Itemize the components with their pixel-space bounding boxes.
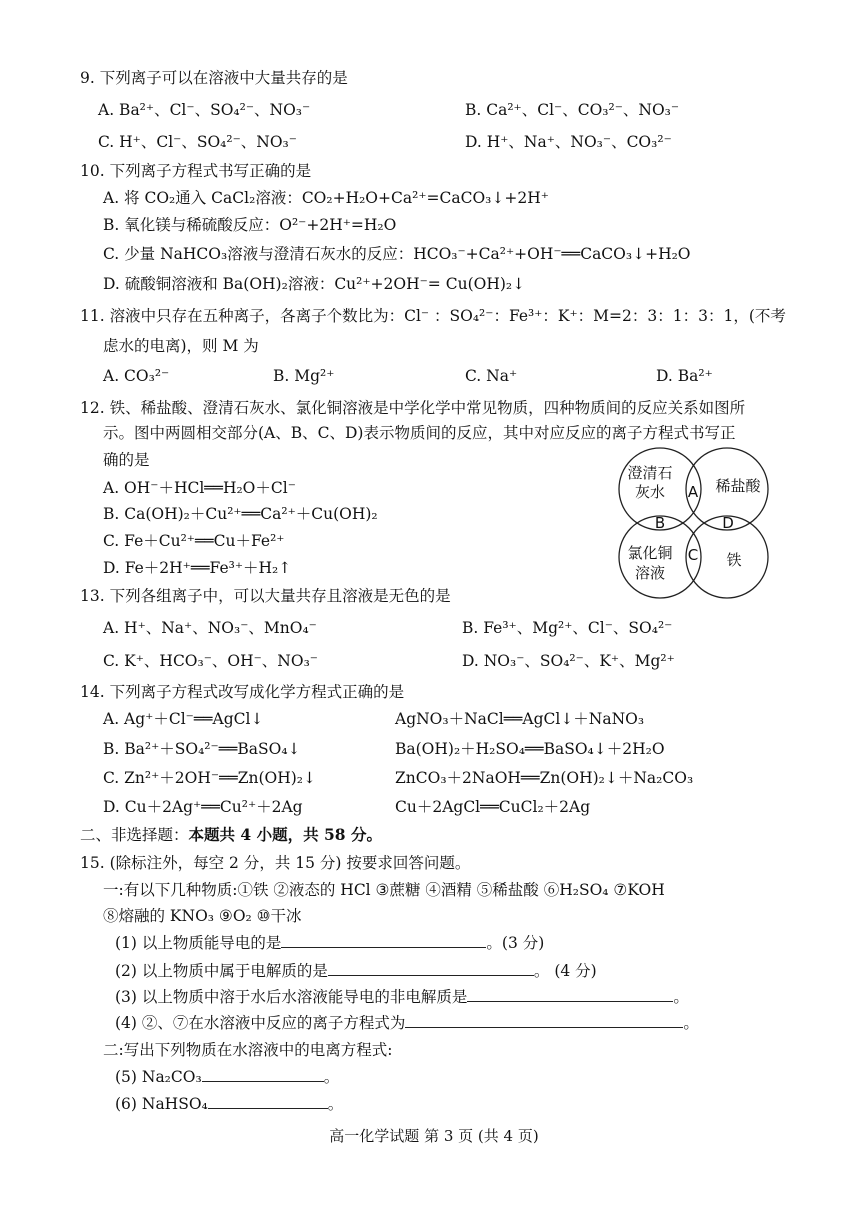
q15-sub5-text: (5) Na₂CO₃ xyxy=(115,1068,202,1086)
label-copper-chloride-1: 氯化铜 xyxy=(627,544,673,562)
q15-sub3-answer-blank[interactable] xyxy=(467,987,673,1002)
section-two-prefix: 二、非选择题： xyxy=(80,826,189,844)
q15-sub5-end: 。 xyxy=(323,1068,340,1086)
q15-part2-heading: 二:写出下列物质在水溶液中的电离方程式: xyxy=(103,1041,393,1059)
q12-option-a: A. OH⁻＋HCl══H₂O＋Cl⁻ xyxy=(103,479,296,497)
page-footer: 高一化学试题 第 3 页 (共 4 页) xyxy=(329,1127,539,1145)
q12-option-b: B. Ca(OH)₂＋Cu²⁺══Ca²⁺＋Cu(OH)₂ xyxy=(103,505,378,523)
q14-option-b-ionic: B. Ba²⁺＋SO₄²⁻══BaSO₄↓ xyxy=(103,740,301,758)
q12-stem-line1: 12. 铁、稀盐酸、澄清石灰水、氯化铜溶液是中学化学中常见物质，四种物质间的反应关系如图所 xyxy=(80,399,746,417)
label-hydrochloric-acid: 稀盐酸 xyxy=(715,477,761,495)
q13-option-c: C. K⁺、HCO₃⁻、OH⁻、NO₃⁻ xyxy=(103,652,318,670)
q9-option-d: D. H⁺、Na⁺、NO₃⁻、CO₃²⁻ xyxy=(465,133,672,151)
q13-option-d: D. NO₃⁻、SO₄²⁻、K⁺、Mg²⁺ xyxy=(462,652,675,670)
q12-option-c: C. Fe＋Cu²⁺══Cu＋Fe²⁺ xyxy=(103,532,285,550)
label-lime-water-2: 灰水 xyxy=(634,483,666,501)
q14-option-c-chemical: ZnCO₃＋2NaOH══Zn(OH)₂↓＋Na₂CO₃ xyxy=(395,769,694,787)
q15-sub6-answer-blank[interactable] xyxy=(208,1094,328,1109)
reaction-venn-diagram xyxy=(610,446,776,600)
q13-stem: 13. 下列各组离子中，可以大量共存且溶液是无色的是 xyxy=(80,587,451,605)
q9-option-c: C. H⁺、Cl⁻、SO₄²⁻、NO₃⁻ xyxy=(98,133,297,151)
label-region-d: D xyxy=(722,514,734,532)
label-region-b: B xyxy=(654,514,666,532)
q11-option-d: D. Ba²⁺ xyxy=(656,367,713,385)
q15-sub4-end: 。 xyxy=(683,1014,699,1032)
q15-sub5 xyxy=(115,1067,339,1087)
q9-stem: 9. 下列离子可以在溶液中大量共存的是 xyxy=(80,69,348,87)
q15-sub2-points: 。 (4 分) xyxy=(533,962,597,980)
q11-stem-line1: 11. 溶液中只存在五种离子，各离子个数比为：Cl⁻ ：SO₄²⁻：Fe³⁺：K⁺：M=2：3：1：3：1，(不考 xyxy=(80,307,786,325)
q14-option-d-ionic: D. Cu＋2Ag⁺══Cu²⁺＋2Ag xyxy=(103,798,303,816)
q9-option-a: A. Ba²⁺、Cl⁻、SO₄²⁻、NO₃⁻ xyxy=(98,101,311,119)
q14-option-d-chemical: Cu＋2AgCl══CuCl₂＋2Ag xyxy=(395,798,591,816)
q14-option-b-chemical: Ba(OH)₂＋H₂SO₄══BaSO₄↓＋2H₂O xyxy=(395,740,665,758)
label-copper-chloride-2: 溶液 xyxy=(634,564,666,582)
q15-sub2-answer-blank[interactable] xyxy=(328,961,534,976)
q14-stem: 14. 下列离子方程式改写成化学方程式正确的是 xyxy=(80,683,405,701)
q15-substances-line1: 一:有以下几种物质:①铁 ②液态的 HCl ③蔗糖 ④酒精 ⑤稀盐酸 ⑥H₂SO₄ ⑦KOH xyxy=(103,881,665,899)
q15-sub3-text: (3) 以上物质中溶于水后水溶液能导电的非电解质是 xyxy=(115,988,468,1006)
section-two-heading xyxy=(80,825,382,845)
q11-stem-line2: 虑水的电离)，则 M 为 xyxy=(103,337,259,355)
q9-option-b: B. Ca²⁺、Cl⁻、CO₃²⁻、NO₃⁻ xyxy=(465,101,680,119)
q15-sub3 xyxy=(115,987,689,1007)
q15-substances-line2: ⑧熔融的 KNO₃ ⑨O₂ ⑩干冰 xyxy=(103,907,302,925)
q15-sub2 xyxy=(115,961,597,981)
q10-option-a: A. 将 CO₂通入 CaCl₂溶液：CO₂+H₂O+Ca²⁺=CaCO₃↓+2H⁺ xyxy=(103,189,549,207)
q15-sub1-answer-blank[interactable] xyxy=(281,933,486,948)
q11-option-a: A. CO₃²⁻ xyxy=(103,367,170,385)
q10-option-c: C. 少量 NaHCO₃溶液与澄清石灰水的反应：HCO₃⁻+Ca²⁺+OH⁻══CaCO₃↓+H₂O xyxy=(103,245,691,263)
q10-option-b: B. 氧化镁与稀硫酸反应：O²⁻+2H⁺=H₂O xyxy=(103,216,397,234)
q13-option-a: A. H⁺、Na⁺、NO₃⁻、MnO₄⁻ xyxy=(103,619,317,637)
q10-option-d: D. 硫酸铜溶液和 Ba(OH)₂溶液：Cu²⁺+2OH⁻= Cu(OH)₂↓ xyxy=(103,275,526,293)
section-two-summary: 本题共 4 小题，共 58 分。 xyxy=(188,825,382,844)
q11-option-b: B. Mg²⁺ xyxy=(273,367,335,385)
label-region-c: C xyxy=(687,546,699,564)
q15-sub1-text: (1) 以上物质能导电的是 xyxy=(115,934,282,952)
q15-sub6-end: 。 xyxy=(327,1095,344,1113)
q14-option-c-ionic: C. Zn²⁺＋2OH⁻══Zn(OH)₂↓ xyxy=(103,769,317,787)
q12-stem-line3: 确的是 xyxy=(103,451,150,469)
q12-stem-line2: 示。图中两圆相交部分(A、B、C、D)表示物质间的反应，其中对应反应的离子方程式书写正 xyxy=(103,424,736,442)
q15-sub4-answer-blank[interactable] xyxy=(405,1013,683,1028)
q11-option-c: C. Na⁺ xyxy=(465,367,518,385)
q15-sub5-answer-blank[interactable] xyxy=(202,1067,324,1082)
q12-option-d: D. Fe＋2H⁺══Fe³⁺＋H₂↑ xyxy=(103,559,292,577)
q15-sub4 xyxy=(115,1013,699,1033)
label-lime-water-1: 澄清石 xyxy=(627,464,673,482)
q15-sub4-text: (4) ②、⑦在水溶液中反应的离子方程式为 xyxy=(115,1014,406,1032)
q10-stem: 10. 下列离子方程式书写正确的是 xyxy=(80,162,312,180)
q13-option-b: B. Fe³⁺、Mg²⁺、Cl⁻、SO₄²⁻ xyxy=(462,619,673,637)
q15-sub3-end: 。 xyxy=(673,988,689,1006)
q15-sub1-points: 。(3 分) xyxy=(486,934,545,952)
q15-sub6 xyxy=(115,1094,343,1114)
q15-stem: 15. (除标注外，每空 2 分，共 15 分) 按要求回答问题。 xyxy=(80,854,471,872)
label-region-a: A xyxy=(687,483,699,501)
q15-sub2-text: (2) 以上物质中属于电解质的是 xyxy=(115,962,328,980)
q15-sub6-text: (6) NaHSO₄ xyxy=(115,1095,208,1113)
q14-option-a-chemical: AgNO₃＋NaCl══AgCl↓＋NaNO₃ xyxy=(395,710,645,728)
label-iron: 铁 xyxy=(726,551,742,569)
q15-sub1 xyxy=(115,933,544,953)
q14-option-a-ionic: A. Ag⁺＋Cl⁻══AgCl↓ xyxy=(103,710,264,728)
